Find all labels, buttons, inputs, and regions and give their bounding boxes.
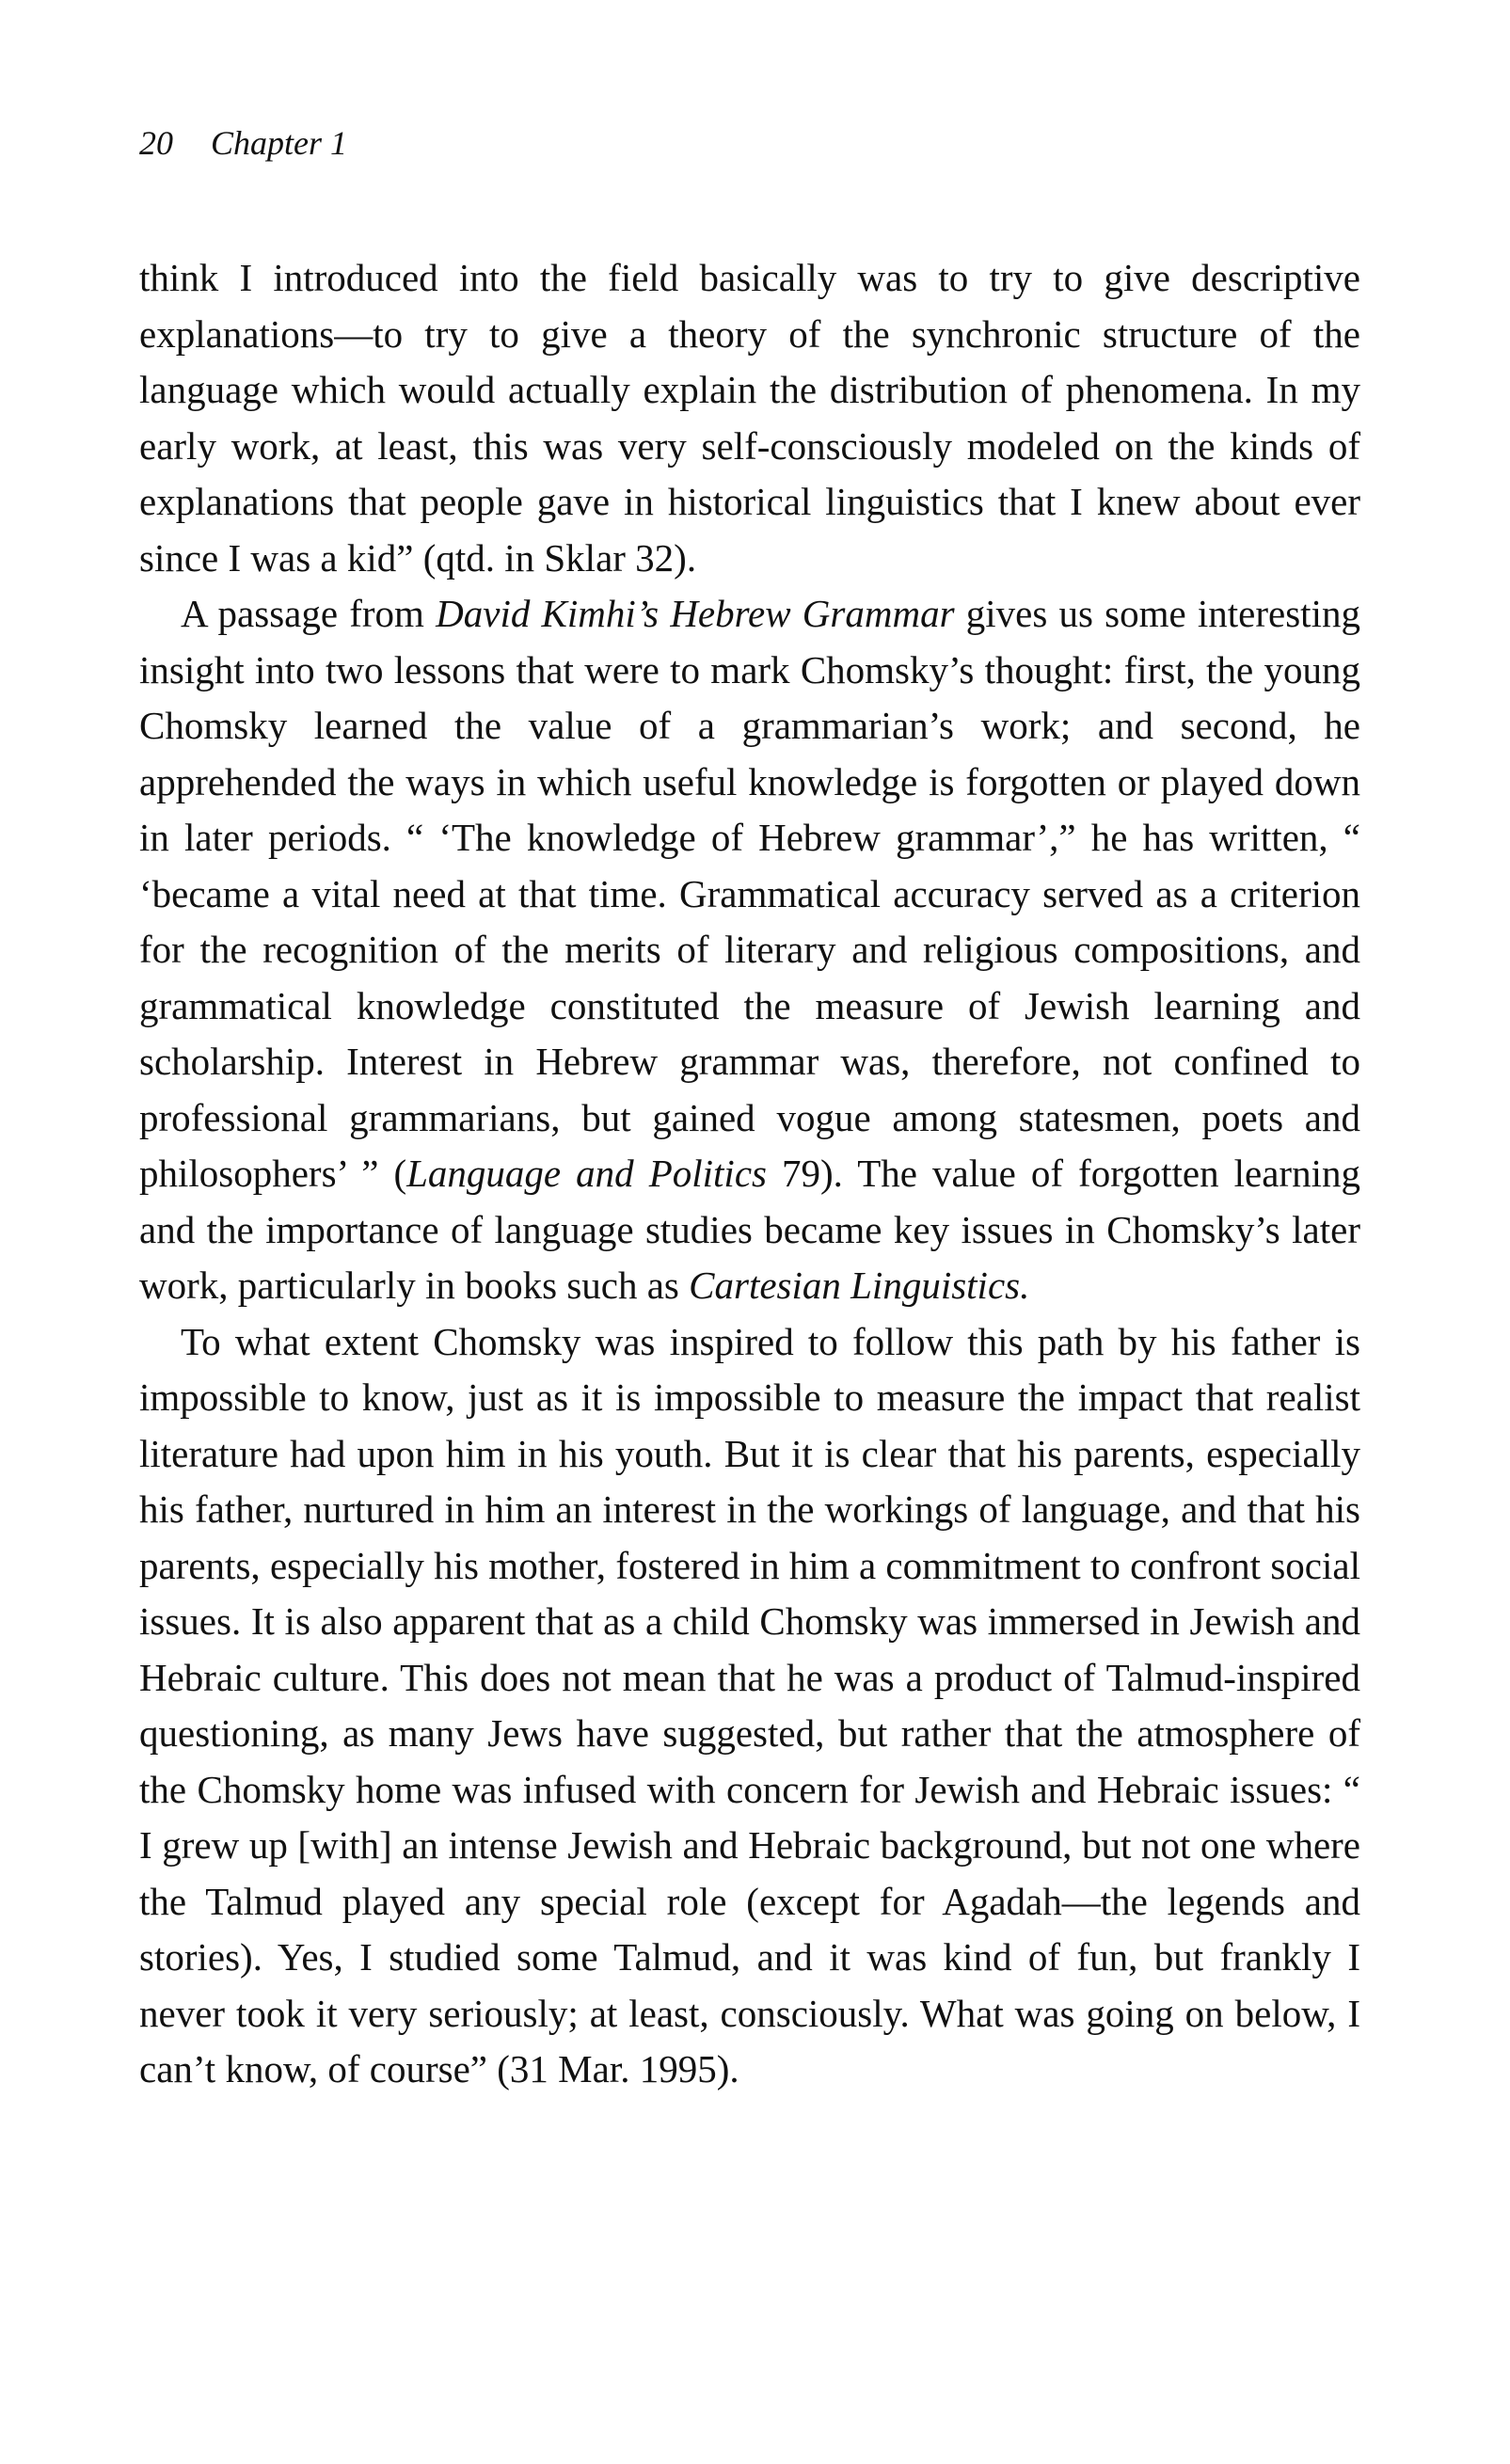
book-title-cartesian-linguistics: Cartesian Linguistics. bbox=[689, 1264, 1030, 1307]
paragraph-3 bbox=[139, 1314, 1360, 2098]
paragraph-1-text: think I introduced into the field basically was to try to give descriptive explanations—to try to give a theory of the synchronic structure of the language which would actually explain the distribution of phenomena. In my early work, at least, this was very self-consciously modeled on the kinds of explanations that people gave in historical linguistics that I knew about ever since I was a kid” (qtd. in Sklar 32). bbox=[139, 256, 1360, 580]
book-title-kimhi-hebrew-grammar: David Kimhi’s Hebrew Grammar bbox=[436, 592, 955, 635]
paragraph-3-text: To what extent Chomsky was inspired to follow this path by his father is impossible to know, just as it is impossible to measure the impact that realist literature had upon him in his youth. But it is clear that his parents, especially his father, nurtured in him an interest in the workings of language, and that his parents, especially his mother, fostered in him a commitment to confront social issues. It is also apparent that as a child Chomsky was immersed in Jewish and Hebraic culture. This does not mean that he was a product of Talmud-inspired questioning, as many Jews have suggested, but rather that the atmosphere of the Chomsky home was infused with concern for Jewish and Hebraic issues: “ I grew up [with] an intense Jewish and Hebraic background, but not one where the Talmud played any special role (except for Agadah—the legends and stories). Yes, I studied some Talmud, and it was kind of fun, but frankly I never took it very seriously; at least, consciously. What was going on below, I can’t know, of course” (31 Mar. 1995). bbox=[139, 1319, 1360, 2090]
book-title-language-and-politics: Language and Politics bbox=[406, 1152, 767, 1195]
paragraph-1 bbox=[139, 250, 1360, 586]
paragraph-2-text: gives us some interesting insight into two lessons that were to mark Chomsky’s thought: first, the young Chomsky learned the value of a grammarian’s work; and second, he apprehended the ways in which useful knowledge is forgotten or played down in later periods. “ ‘The knowledge of Hebrew grammar’,” he has written, “ ‘became a vital need at that time. Grammatical accuracy served as a criterion for the recognition of the merits of literary and religious compositions, and grammatical knowledge constituted the measure of Jewish learning and scholarship. Interest in Hebrew grammar was, therefore, not confined to professional grammarians, but gained vogue among statesmen, poets and philosophers’ ” ( bbox=[139, 592, 1360, 1195]
paragraph-2-text: 79). The value of forgotten learning and the importance of language studies became key issues in Chomsky’s later work, particularly in books such as bbox=[139, 1152, 1360, 1307]
running-head bbox=[139, 122, 1360, 164]
page-number: 20 bbox=[139, 124, 173, 162]
paragraph-2-text: A passage from bbox=[181, 592, 437, 635]
book-page bbox=[139, 122, 1360, 2098]
body-text bbox=[139, 250, 1360, 2098]
chapter-title: Chapter 1 bbox=[211, 124, 348, 162]
paragraph-2 bbox=[139, 586, 1360, 1314]
